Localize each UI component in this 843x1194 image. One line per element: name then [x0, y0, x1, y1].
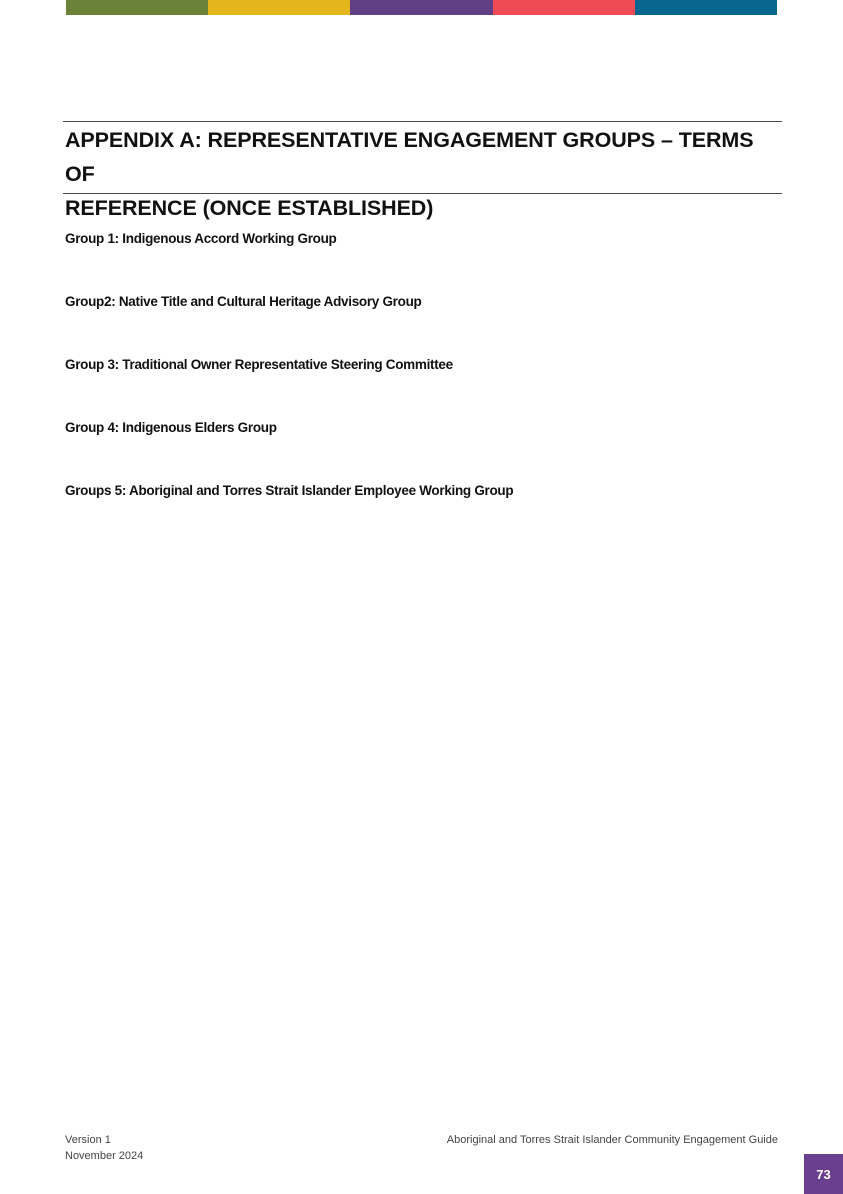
- group-item-2: Group2: Native Title and Cultural Heritage Advisory Group: [65, 294, 422, 309]
- page-title: [65, 121, 782, 225]
- group-list: [65, 229, 513, 544]
- footer-version-block: [65, 1132, 143, 1164]
- page-number-badge: 73: [804, 1154, 843, 1194]
- stripe-segment-blue: [635, 0, 777, 15]
- group-item-1: Group 1: Indigenous Accord Working Group: [65, 231, 337, 246]
- group-item-3: Group 3: Traditional Owner Representative Steering Committee: [65, 357, 453, 372]
- stripe-segment-purple: [350, 0, 492, 15]
- footer-document-title: Aboriginal and Torres Strait Islander Community Engagement Guide: [446, 1134, 778, 1146]
- stripe-segment-green: [66, 0, 208, 15]
- header-color-stripe: [66, 0, 777, 15]
- stripe-segment-red: [493, 0, 635, 15]
- page-title-line-2: REFERENCE (ONCE ESTABLISHED): [65, 196, 434, 220]
- heading-bottom-rule: [63, 193, 782, 194]
- group-item-5: Groups 5: Aboriginal and Torres Strait Islander Employee Working Group: [65, 483, 514, 498]
- footer-version: Version 1: [65, 1134, 111, 1146]
- footer-date: November 2024: [65, 1150, 144, 1162]
- group-item-4: Group 4: Indigenous Elders Group: [65, 420, 277, 435]
- page-title-line-1: APPENDIX A: REPRESENTATIVE ENGAGEMENT GROUPS – TERMS OF: [65, 128, 754, 186]
- stripe-segment-yellow: [208, 0, 350, 15]
